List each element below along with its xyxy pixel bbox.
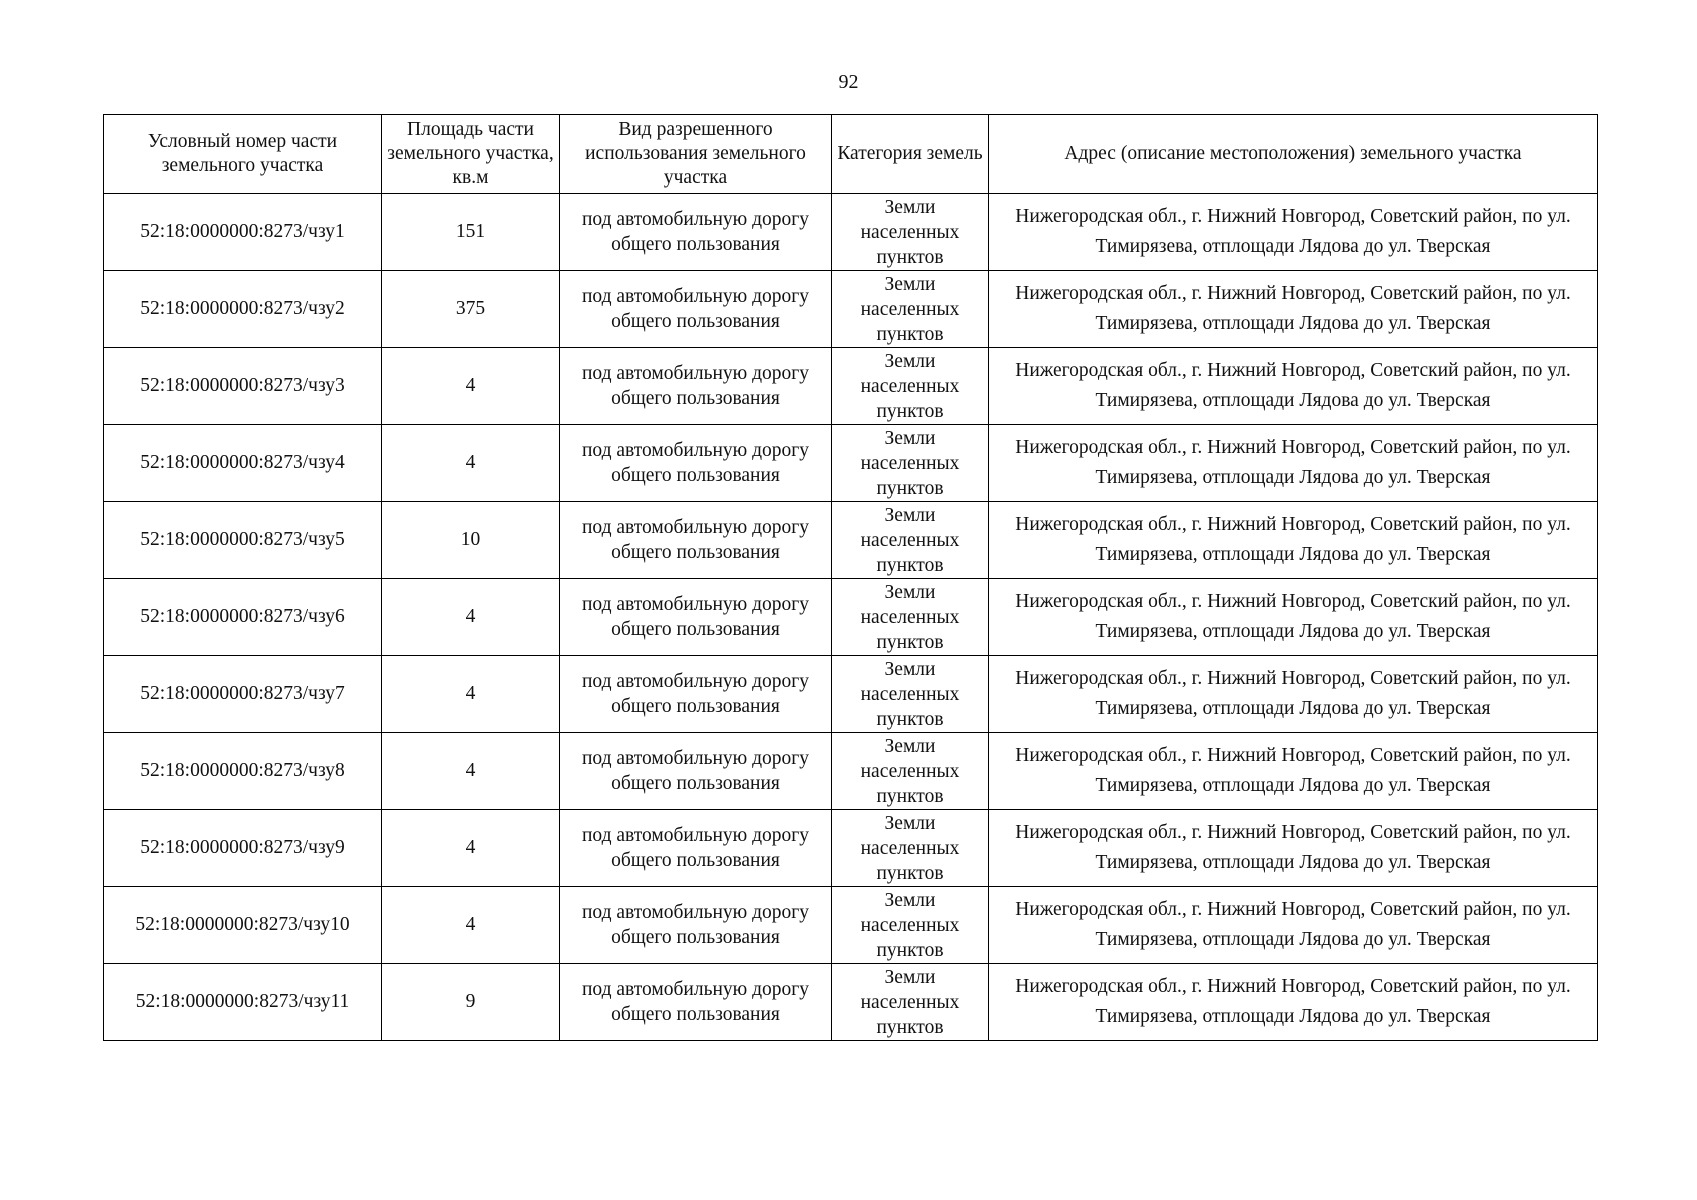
cell-parcel-number: 52:18:0000000:8273/чзу11	[104, 964, 382, 1041]
cell-land-category: Земли населенных пунктов	[832, 887, 989, 964]
cell-parcel-number: 52:18:0000000:8273/чзу9	[104, 810, 382, 887]
cell-permitted-use: под автомобильную дорогу общего пользования	[560, 656, 832, 733]
cell-parcel-number: 52:18:0000000:8273/чзу3	[104, 348, 382, 425]
cell-address: Нижегородская обл., г. Нижний Новгород, Советский район, по ул. Тимирязева, отплощади Лядова до ул. Тверская	[989, 656, 1598, 733]
cell-area: 4	[382, 425, 560, 502]
cell-land-category: Земли населенных пунктов	[832, 502, 989, 579]
cell-permitted-use: под автомобильную дорогу общего пользования	[560, 271, 832, 348]
cell-area: 375	[382, 271, 560, 348]
table-row	[104, 579, 1598, 656]
table-row	[104, 425, 1598, 502]
cell-parcel-number: 52:18:0000000:8273/чзу8	[104, 733, 382, 810]
cell-address: Нижегородская обл., г. Нижний Новгород, Советский район, по ул. Тимирязева, отплощади Лядова до ул. Тверская	[989, 810, 1598, 887]
cell-land-category: Земли населенных пунктов	[832, 425, 989, 502]
cell-land-category: Земли населенных пунктов	[832, 964, 989, 1041]
cell-area: 4	[382, 579, 560, 656]
cell-area: 4	[382, 887, 560, 964]
cell-address: Нижегородская обл., г. Нижний Новгород, Советский район, по ул. Тимирязева, отплощади Лядова до ул. Тверская	[989, 579, 1598, 656]
table-row	[104, 656, 1598, 733]
cell-area: 10	[382, 502, 560, 579]
cell-parcel-number: 52:18:0000000:8273/чзу7	[104, 656, 382, 733]
cell-permitted-use: под автомобильную дорогу общего пользования	[560, 425, 832, 502]
cell-parcel-number: 52:18:0000000:8273/чзу5	[104, 502, 382, 579]
page-number: 92	[838, 71, 859, 93]
table-row	[104, 194, 1598, 271]
cell-land-category: Земли населенных пунктов	[832, 348, 989, 425]
cell-permitted-use: под автомобильную дорогу общего пользования	[560, 579, 832, 656]
cell-address: Нижегородская обл., г. Нижний Новгород, Советский район, по ул. Тимирязева, отплощади Лядова до ул. Тверская	[989, 502, 1598, 579]
table-row	[104, 733, 1598, 810]
cell-address: Нижегородская обл., г. Нижний Новгород, Советский район, по ул. Тимирязева, отплощади Лядова до ул. Тверская	[989, 348, 1598, 425]
cell-land-category: Земли населенных пунктов	[832, 579, 989, 656]
cell-parcel-number: 52:18:0000000:8273/чзу4	[104, 425, 382, 502]
cell-permitted-use: под автомобильную дорогу общего пользования	[560, 810, 832, 887]
cell-area: 4	[382, 733, 560, 810]
cell-permitted-use: под автомобильную дорогу общего пользования	[560, 964, 832, 1041]
header-area: Площадь части земельного участка, кв.м	[382, 115, 560, 194]
cell-address: Нижегородская обл., г. Нижний Новгород, Советский район, по ул. Тимирязева, отплощади Лядова до ул. Тверская	[989, 194, 1598, 271]
table-row	[104, 348, 1598, 425]
cell-area: 4	[382, 656, 560, 733]
table-row	[104, 271, 1598, 348]
cell-land-category: Земли населенных пунктов	[832, 271, 989, 348]
cell-area: 9	[382, 964, 560, 1041]
cell-permitted-use: под автомобильную дорогу общего пользования	[560, 348, 832, 425]
cell-land-category: Земли населенных пунктов	[832, 656, 989, 733]
cell-permitted-use: под автомобильную дорогу общего пользования	[560, 887, 832, 964]
cell-address: Нижегородская обл., г. Нижний Новгород, Советский район, по ул. Тимирязева, отплощади Лядова до ул. Тверская	[989, 733, 1598, 810]
cell-permitted-use: под автомобильную дорогу общего пользования	[560, 194, 832, 271]
cell-parcel-number: 52:18:0000000:8273/чзу10	[104, 887, 382, 964]
cell-land-category: Земли населенных пунктов	[832, 194, 989, 271]
table-row	[104, 964, 1598, 1041]
cell-address: Нижегородская обл., г. Нижний Новгород, Советский район, по ул. Тимирязева, отплощади Лядова до ул. Тверская	[989, 887, 1598, 964]
cell-area: 4	[382, 810, 560, 887]
cell-address: Нижегородская обл., г. Нижний Новгород, Советский район, по ул. Тимирязева, отплощади Лядова до ул. Тверская	[989, 425, 1598, 502]
cell-area: 4	[382, 348, 560, 425]
table-row	[104, 502, 1598, 579]
header-permitted-use: Вид разрешенного использования земельного участка	[560, 115, 832, 194]
table-header-row	[104, 115, 1598, 194]
table-body	[104, 194, 1598, 1041]
cell-address: Нижегородская обл., г. Нижний Новгород, Советский район, по ул. Тимирязева, отплощади Лядова до ул. Тверская	[989, 271, 1598, 348]
header-address: Адрес (описание местоположения) земельного участка	[989, 115, 1598, 194]
land-parcels-table	[103, 114, 1598, 1041]
cell-parcel-number: 52:18:0000000:8273/чзу2	[104, 271, 382, 348]
cell-area: 151	[382, 194, 560, 271]
header-parcel-number: Условный номер части земельного участка	[104, 115, 382, 194]
cell-land-category: Земли населенных пунктов	[832, 733, 989, 810]
cell-permitted-use: под автомобильную дорогу общего пользования	[560, 733, 832, 810]
table-row	[104, 810, 1598, 887]
cell-address: Нижегородская обл., г. Нижний Новгород, Советский район, по ул. Тимирязева, отплощади Лядова до ул. Тверская	[989, 964, 1598, 1041]
cell-land-category: Земли населенных пунктов	[832, 810, 989, 887]
cell-parcel-number: 52:18:0000000:8273/чзу6	[104, 579, 382, 656]
table-row	[104, 887, 1598, 964]
cell-parcel-number: 52:18:0000000:8273/чзу1	[104, 194, 382, 271]
header-land-category: Категория земель	[832, 115, 989, 194]
cell-permitted-use: под автомобильную дорогу общего пользования	[560, 502, 832, 579]
